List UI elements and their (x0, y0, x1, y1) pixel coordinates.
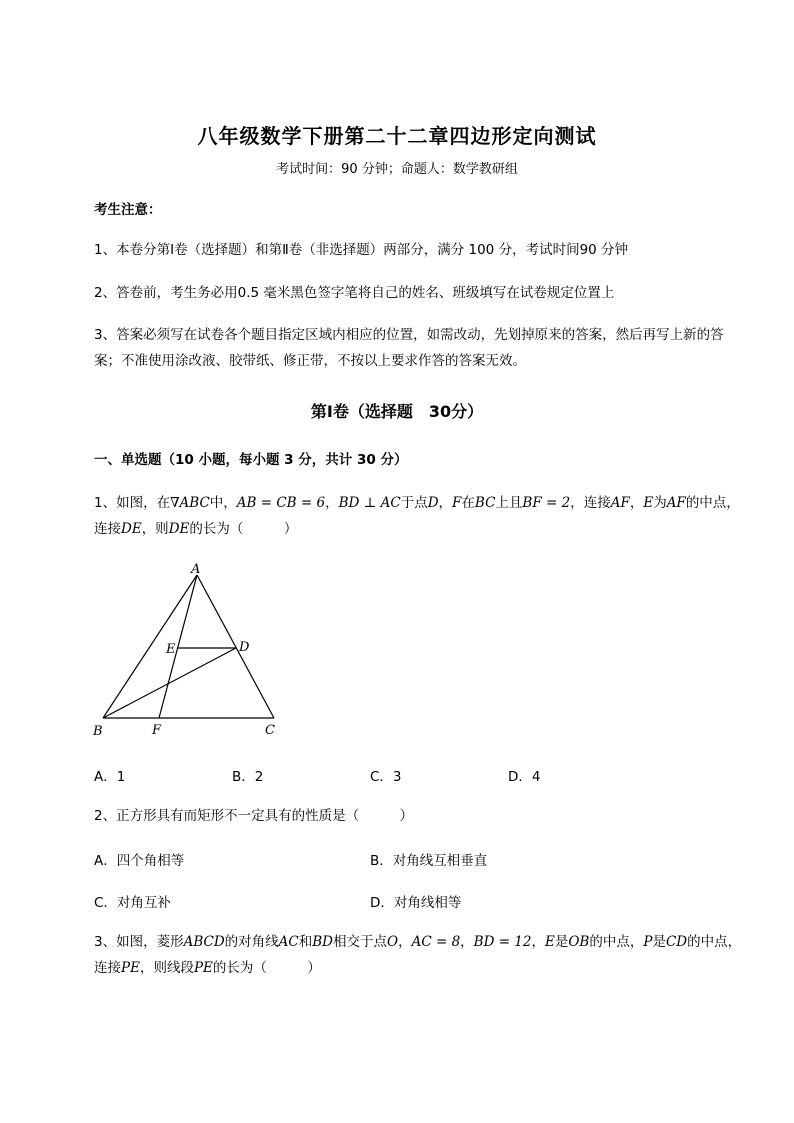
notice-heading: 考生注意： (94, 202, 162, 218)
notice-item-2: 2、答卷前，考生务必用0.5 毫米黑色签字笔将自己的姓名、班级填写在试卷规定位置上 (94, 285, 615, 301)
question-3-stem: 3、如图，菱形ABCD的对角线AC和BD相交于点O，AC = 8，BD = 12，E是OB的中点，P是CD的中点，连接PE，则线段PE的长为（ ） (94, 934, 742, 976)
q1-option-d[interactable]: D．4 (508, 769, 541, 785)
segment-BD (103, 648, 236, 718)
segment-AF (159, 575, 197, 718)
label-C: C (265, 723, 275, 738)
exam-info: 考试时间：90 分钟；命题人：数学教研组 (276, 162, 518, 177)
q2-option-a[interactable]: A．四个角相等 (94, 853, 185, 869)
notice-item-3: 3、答案必须写在试卷各个题目指定区域内相应的位置，如需改动，先划掉原来的答案，然后再写上新的答案；不准使用涂改液、胶带纸、修正带，不按以上要求作答的答案无效。 (94, 327, 724, 369)
q2-option-d[interactable]: D．对角线相等 (370, 895, 462, 911)
q2-option-b[interactable]: B．对角线互相垂直 (370, 853, 488, 869)
notice-item-1: 1、本卷分第Ⅰ卷（选择题）和第Ⅱ卷（非选择题）两部分，满分 100 分，考试时间90 分钟 (94, 242, 629, 258)
label-F: F (152, 723, 162, 738)
q1-option-a[interactable]: A．1 (94, 769, 126, 785)
label-B: B (93, 724, 103, 739)
question-2-stem: 2、正方形具有而矩形不一定具有的性质是（ ） (94, 808, 414, 824)
part-heading: 一、单选题（10 小题，每小题 3 分，共计 30 分） (94, 452, 408, 468)
q1-option-c[interactable]: C．3 (370, 769, 402, 785)
section-title: 第Ⅰ卷（选择题 30分） (310, 402, 484, 421)
page-title: 八年级数学下册第二十二章四边形定向测试 (197, 124, 597, 148)
triangle-figure (88, 560, 288, 742)
q2-option-c[interactable]: C．对角互补 (94, 895, 171, 911)
q1-option-b[interactable]: B．2 (232, 769, 264, 785)
label-D: D (239, 640, 250, 655)
segment-AC (197, 575, 274, 718)
question-1-stem: 1、如图，在∇ABC中，AB = CB = 6，BD ⊥ AC于点D，F在BC上且BF = 2，连接AF，E为AF的中点，连接DE，则DE的长为（ ） (94, 495, 740, 537)
segment-AB (103, 575, 197, 718)
label-A: A (191, 562, 201, 577)
label-E: E (166, 642, 176, 657)
